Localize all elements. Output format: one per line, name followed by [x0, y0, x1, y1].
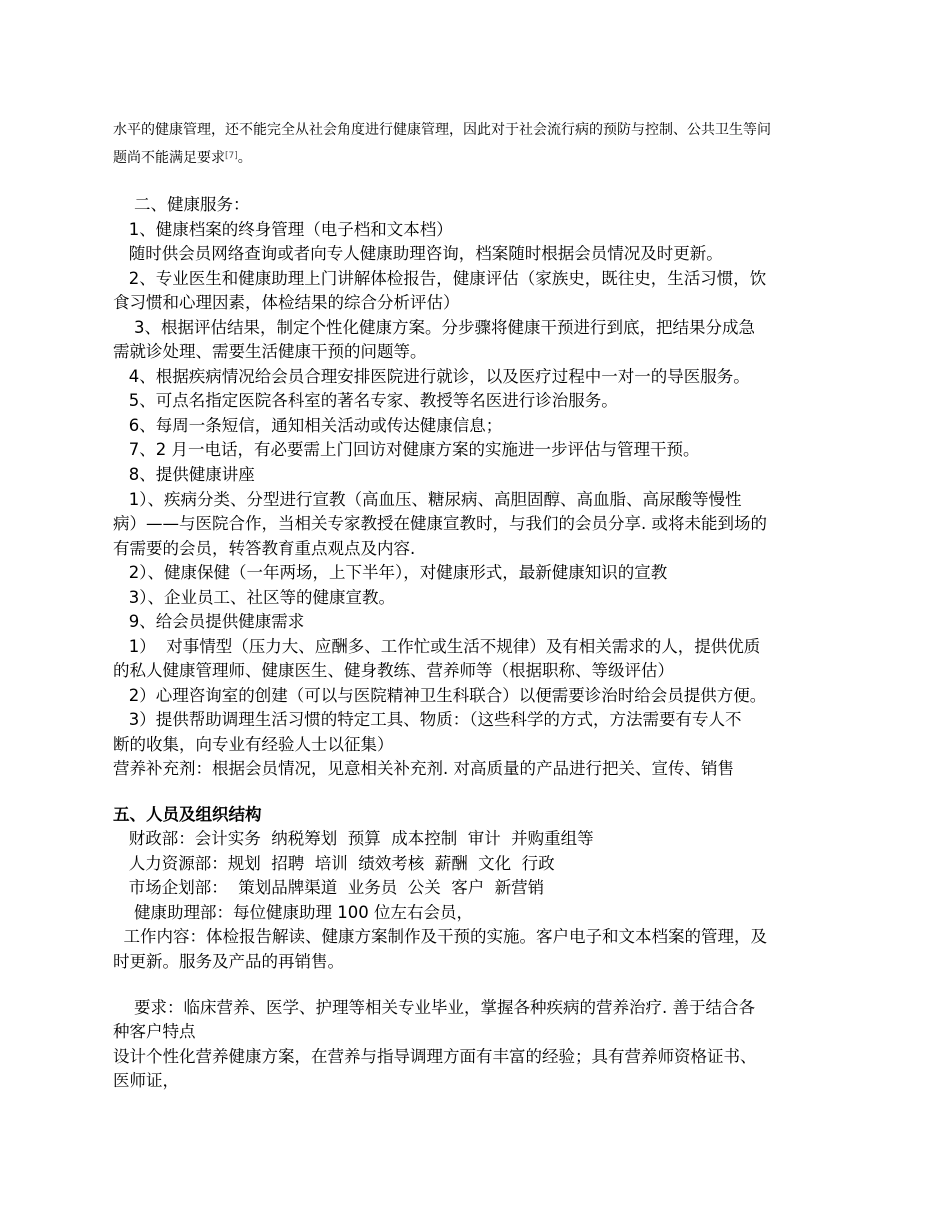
- service-item-6: 6、每周一条短信，通知相关活动或传达健康信息；: [113, 416, 503, 435]
- citation-reference: [7]: [225, 151, 238, 161]
- dept-finance: 财政部：会计实务 纳税筹划 预算 成本控制 审计 并购重组等: [113, 829, 594, 848]
- needs-item-3-cont: 断的收集，向专业有经验人士以征集）: [113, 735, 394, 754]
- service-item-3-cont: 需就诊处理、需要生活健康干预的问题等。: [113, 342, 427, 361]
- intro-line-2: [113, 146, 843, 170]
- service-item-1: 1、健康档案的终身管理（电子档和文本档）: [113, 220, 453, 239]
- service-item-2: 2、专业医生和健康助理上门讲解体检报告，健康评估（家族史，既往史，生活习惯，饮: [113, 269, 767, 288]
- service-item-2-cont: 食习惯和心理因素，体检结果的综合分析评估）: [113, 293, 460, 312]
- section-5-heading: 五、人员及组织结构: [113, 805, 262, 824]
- requirements-line-3: 设计个性化营养健康方案，在营养与指导调理方面有丰富的经验；具有营养师资格证书、: [113, 1047, 757, 1066]
- lecture-item-3: 3）、企业员工、社区等的健康宣教。: [113, 588, 395, 607]
- lecture-item-1-cont: 病）——与医院合作，当相关专家教授在健康宣教时，与我们的会员分享. 或将未能到场的: [113, 514, 767, 533]
- service-item-1-detail: 随时供会员网络查询或者向专人健康助理咨询，档案随时根据会员情况及时更新。: [113, 244, 723, 263]
- needs-item-2: 2）心理咨询室的创建（可以与医院精神卫生科联合）以便需要诊治时给会员提供方便。: [113, 686, 767, 705]
- dept-marketing: 市场企划部： 策划品牌渠道 业务员 公关 客户 新营销: [113, 878, 545, 897]
- service-item-5: 5、可点名指定医院各科室的著名专家、教授等名医进行诊治服务。: [113, 391, 618, 410]
- dept-hr: 人力资源部：规划 招聘 培训 绩效考核 薪酬 文化 行政: [113, 854, 555, 873]
- dept-health-assistant: 健康助理部：每位健康助理 100 位左右会员，: [113, 903, 473, 922]
- intro-line-1: 水平的健康管理，还不能完全从社会角度进行健康管理，因此对于社会流行病的预防与控制、公共卫生等问: [113, 122, 771, 138]
- service-heading: 二、健康服务：: [113, 195, 250, 214]
- work-content: 工作内容：体检报告解读、健康方案制作及干预的实施。客户电子和文本档案的管理，及: [113, 927, 767, 946]
- work-content-cont: 时更新。服务及产品的再销售。: [113, 952, 344, 971]
- needs-item-1-cont: 的私人健康管理师、健康医生、健身教练、营养师等（根据职称、等级评估）: [113, 661, 674, 680]
- service-item-3: 3、根据评估结果，制定个性化健康方案。分步骤将健康干预进行到底，把结果分成急: [113, 318, 755, 337]
- requirements-line-4: 医师证，: [113, 1071, 179, 1090]
- requirements-line-2: 种客户特点: [113, 1022, 196, 1041]
- supplements-line: 营养补充剂：根据会员情况，见意相关补充剂. 对高质量的产品进行把关、宣传、销售: [113, 759, 734, 778]
- intro-line-2-text: 题尚不能满足要求: [113, 150, 225, 166]
- needs-item-3: 3）提供帮助调理生活习惯的特定工具、物质：（这些科学的方式，方法需要有专人不: [113, 710, 742, 729]
- lecture-item-1: 1）、疾病分类、分型进行宣教（高血压、糖尿病、高胆固醇、高血脂、高尿酸等慢性: [113, 490, 742, 509]
- service-item-4: 4、根据疾病情况给会员合理安排医院进行就诊，以及医疗过程中一对一的导医服务。: [113, 367, 750, 386]
- service-item-8: 8、提供健康讲座: [113, 465, 255, 484]
- lecture-item-1-cont-2: 有需要的会员，转答教育重点观点及内容.: [113, 539, 416, 558]
- requirements-line-1: 要求：临床营养、医学、护理等相关专业毕业，掌握各种疾病的营养治疗. 善于结合各: [113, 998, 755, 1017]
- intro-line-2-end: 。: [237, 150, 252, 166]
- needs-item-1: 1） 对事情型（压力大、应酬多、工作忙或生活不规律）及有相关需求的人，提供优质: [113, 637, 761, 656]
- service-item-7: 7、2 月一电话，有必要需上门回访对健康方案的实施进一步评估与管理干预。: [113, 440, 700, 459]
- service-item-9: 9、给会员提供健康需求: [113, 612, 305, 631]
- lecture-item-2: 2）、健康保健（一年两场，上下半年），对健康形式，最新健康知识的宣教: [113, 563, 668, 582]
